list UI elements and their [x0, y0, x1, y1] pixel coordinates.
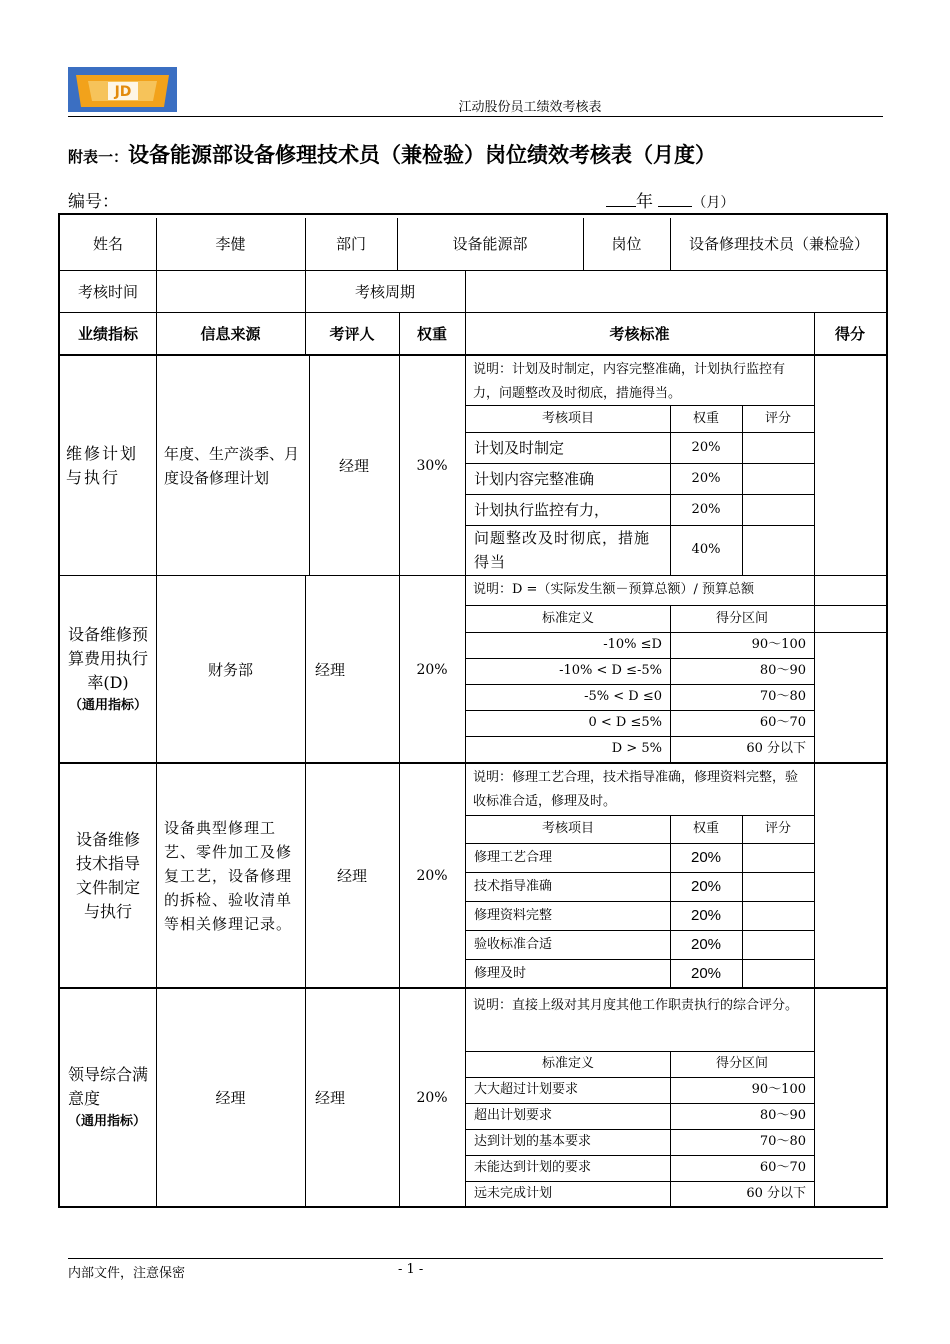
col-source: 信息来源 — [200, 325, 261, 343]
item-weight: 40% — [691, 542, 721, 557]
title-prefix: 附表一： — [68, 148, 129, 166]
item-range: 90～100 — [751, 1082, 806, 1097]
item-name: 修理资料完整 — [474, 907, 553, 923]
kpi-name-text: 领导综合满意度 — [68, 1064, 149, 1108]
sub-header-score: 评分 — [764, 410, 791, 426]
standard-desc: 说明：直接上级对其月度其他工作职责执行的综合评分。 — [473, 998, 799, 1013]
kpi-source: 财务部 — [207, 660, 253, 679]
footer-page-number: - 1 - — [398, 1262, 424, 1277]
period-fields — [606, 187, 734, 212]
kpi-source: 经理 — [215, 1088, 246, 1107]
item-name: 技术指导准确 — [474, 878, 553, 894]
cycle-value[interactable] — [465, 271, 886, 312]
sub-header-item: 考核项目 — [541, 410, 594, 426]
item-score[interactable] — [742, 463, 814, 494]
col-weight: 权重 — [416, 325, 447, 343]
item-def: 达到计划的基本要求 — [474, 1134, 592, 1149]
dept-value: 设备能源部 — [452, 235, 528, 253]
item-range: 60～70 — [759, 715, 806, 730]
kpi-weight: 20% — [416, 661, 448, 678]
item-score[interactable] — [742, 432, 814, 463]
row-score[interactable] — [814, 632, 886, 762]
sub-header-range: 得分区间 — [715, 1056, 768, 1071]
kpi-source: 设备典型修理工艺、零件加工及修复工艺，设备修理的拆检、验收清单等相关修理记录。 — [164, 819, 293, 933]
standard-desc: 说明：D =（实际发生额－预算总额）/ 预算总额 — [473, 582, 754, 597]
sub-header-def: 标准定义 — [541, 610, 594, 626]
item-weight: 20% — [690, 906, 722, 924]
col-reviewer: 考评人 — [329, 325, 375, 343]
item-def: 未能达到计划的要求 — [474, 1160, 592, 1175]
item-weight: 20% — [691, 501, 721, 517]
item-range: 60～70 — [759, 1160, 806, 1175]
col-kpi: 业绩指标 — [77, 325, 138, 343]
sub-header-range: 得分区间 — [715, 610, 768, 626]
item-name: 计划及时制定 — [474, 438, 565, 457]
kpi-source: 年度、生产淡季、月度设备修理计划 — [164, 444, 300, 487]
item-score[interactable] — [742, 525, 814, 575]
item-def: 0 < D ≤5% — [588, 715, 662, 730]
kpi-weight: 20% — [416, 1089, 448, 1106]
row-score[interactable] — [814, 989, 886, 1206]
kpi-name-text: 设备维修预算费用执行率(D) — [67, 624, 148, 692]
item-score[interactable] — [742, 901, 814, 930]
item-def: D > 5% — [611, 741, 662, 756]
kpi-reviewer: 经理 — [338, 456, 369, 475]
item-range: 80～90 — [759, 663, 806, 678]
page-title — [68, 139, 888, 169]
item-range: 70～80 — [759, 689, 806, 704]
item-weight: 20% — [690, 964, 722, 982]
kpi-name: 维修计划与执行 — [66, 443, 139, 487]
item-range: 90～100 — [751, 637, 806, 652]
number-label: 编号： — [68, 192, 119, 212]
sub-header-weight: 权重 — [692, 410, 719, 426]
month-label: （月） — [692, 195, 735, 211]
item-def: -10% < D ≤-5% — [559, 663, 662, 678]
item-def: 超出计划要求 — [474, 1108, 553, 1123]
year-blank[interactable] — [606, 188, 636, 207]
item-range: 60 分以下 — [746, 1185, 806, 1201]
cycle-label: 考核周期 — [354, 282, 415, 301]
item-score[interactable] — [742, 843, 814, 872]
kpi-weight: 30% — [416, 457, 448, 474]
item-name: 修理工艺合理 — [474, 849, 553, 865]
logo-text: JD — [114, 84, 132, 100]
standard-desc: 说明：修理工艺合理，技术指导准确，修理资料完整，验收标准合适，修理及时。 — [473, 770, 799, 809]
item-score[interactable] — [742, 494, 814, 525]
item-score[interactable] — [742, 930, 814, 959]
item-range: 80～90 — [759, 1108, 806, 1123]
time-value[interactable] — [156, 271, 305, 312]
item-def: 大大超过计划要求 — [474, 1082, 579, 1097]
footer-confidential: 内部文件，注意保密 — [68, 1266, 186, 1281]
item-score[interactable] — [742, 872, 814, 901]
sub-header-weight: 权重 — [692, 821, 719, 836]
item-name: 问题整改及时彻底，措施得当 — [474, 529, 651, 571]
item-weight: 20% — [690, 848, 722, 866]
kpi-reviewer: 经理 — [315, 1088, 346, 1107]
kpi-reviewer: 经理 — [315, 660, 346, 679]
item-range: 70～80 — [759, 1134, 806, 1149]
kpi-reviewer: 经理 — [336, 867, 367, 885]
kpi-name — [60, 989, 156, 1206]
item-weight: 20% — [691, 439, 721, 455]
kpi-name — [60, 576, 156, 763]
item-name: 修理及时 — [474, 965, 527, 981]
item-name: 计划执行监控有力， — [474, 500, 610, 519]
footer-rule — [68, 1258, 883, 1259]
row-score[interactable] — [814, 356, 886, 575]
item-range: 60 分以下 — [746, 741, 806, 756]
title-main: 设备能源部设备修理技术员（兼检验）岗位绩效考核表（月度） — [128, 143, 717, 167]
month-blank[interactable] — [658, 188, 692, 207]
post-label: 岗位 — [611, 235, 642, 253]
name-label: 姓名 — [92, 235, 123, 253]
standard-desc: 说明：计划及时制定，内容完整准确，计划执行监控有力，问题整改及时彻底，措施得当。 — [473, 362, 786, 401]
item-score[interactable] — [742, 959, 814, 988]
item-weight: 20% — [691, 470, 721, 486]
col-standard: 考核标准 — [609, 325, 670, 343]
sub-header-score: 评分 — [764, 821, 791, 836]
item-def: 远未完成计划 — [474, 1185, 553, 1201]
kpi-note: （通用指标） — [68, 1113, 147, 1129]
header-rule — [68, 116, 883, 117]
kpi-note: （通用指标） — [68, 697, 147, 713]
post-value: 设备修理技术员（兼检验） — [688, 235, 869, 253]
col-score: 得分 — [834, 325, 865, 343]
company-logo — [68, 67, 177, 112]
time-label: 考核时间 — [77, 282, 138, 301]
name-value: 李健 — [215, 235, 246, 253]
kpi-weight: 20% — [416, 868, 448, 884]
item-name: 计划内容完整准确 — [474, 469, 595, 488]
dept-label: 部门 — [335, 235, 366, 253]
sub-header-def: 标准定义 — [541, 1056, 594, 1071]
sub-header-item: 考核项目 — [541, 821, 594, 836]
item-name: 验收标准合适 — [474, 936, 553, 952]
row-score[interactable] — [814, 764, 886, 988]
item-def: -10% ≤D — [603, 637, 662, 652]
year-label: 年 — [636, 192, 653, 212]
item-def: -5% < D ≤0 — [584, 689, 662, 704]
header-company-title: 江动股份员工绩效考核表 — [458, 100, 602, 115]
kpi-name: 设备维修技术指导文件制定与执行 — [75, 830, 140, 921]
item-weight: 20% — [690, 877, 722, 895]
item-weight: 20% — [690, 935, 722, 953]
